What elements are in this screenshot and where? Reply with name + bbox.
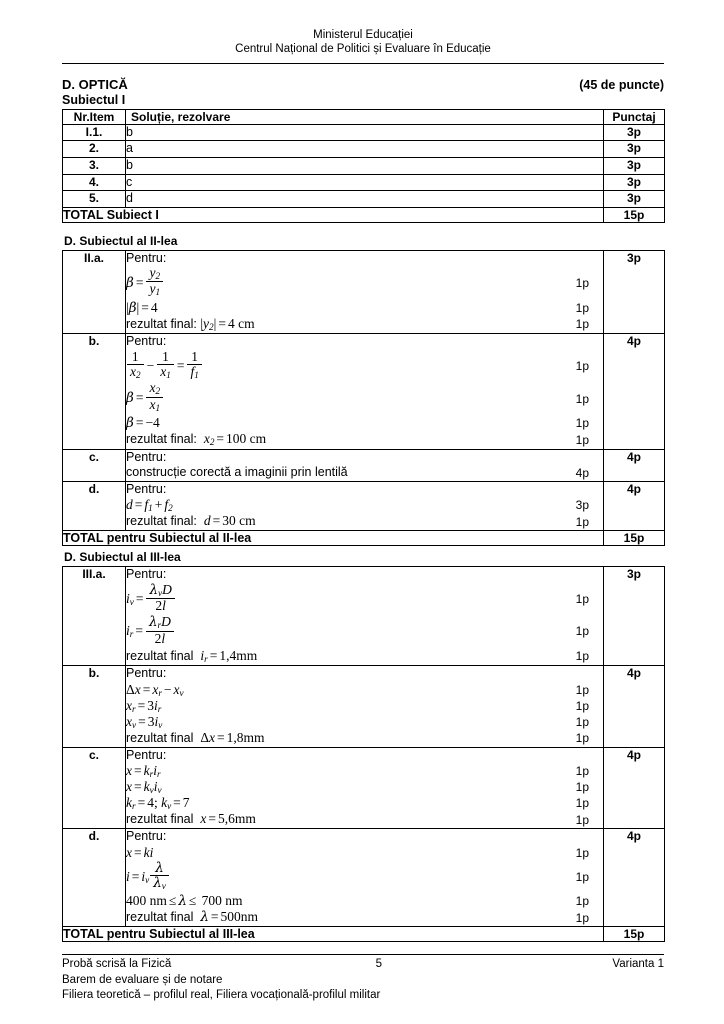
solution-expression: rezultat final Δx = 1,8mm (126, 729, 265, 745)
page-title: D. OPTICĂ (62, 76, 128, 92)
solution-expression: β = $\frac{x_2}{x_1}$ (126, 382, 566, 415)
solution-line (126, 682, 603, 698)
row-item: b. (63, 666, 126, 748)
row-item: I.1. (63, 124, 126, 141)
footer-barem-line: Barem de evaluare și de notare (62, 973, 223, 986)
solution-expression: $k_r = 4$; $k_v = 7$ (126, 795, 190, 812)
row-score: 3p (604, 158, 665, 175)
pentru-label: Pentru: (126, 449, 167, 464)
solution-expression: $i_v$ = $\frac{\lambda_vD}{2l}$ (126, 583, 566, 615)
solution-expression: rezultat final: d = 30 cm (126, 513, 256, 529)
line-points: 1p (575, 317, 589, 332)
solution-expression: β = $\frac{y_2}{y_1}$ (126, 267, 566, 300)
solution-expression: rezultat final: $|y_2| = 4$ cm (126, 315, 255, 332)
solution-expression: rezultat final λ = 500nm (126, 909, 259, 926)
line-points: 1p (575, 845, 589, 860)
solution-expression: $i_r$ = $\frac{\lambda_rD}{2l}$ (126, 615, 566, 647)
row-item: 2. (63, 141, 126, 158)
row-score: 4p (604, 666, 665, 748)
table-row (63, 158, 665, 175)
row-score: 3p (604, 250, 665, 333)
line-points: 1p (575, 514, 589, 529)
solution-expression: β = −4 (126, 415, 160, 432)
line-points: 1p (575, 796, 589, 811)
line-points: 1p (575, 432, 589, 447)
row-answer: b (126, 124, 604, 141)
table-row (63, 141, 665, 158)
subiect-2-table (62, 250, 665, 546)
line-points: 1p (575, 592, 589, 607)
solution-line (126, 698, 603, 714)
row-answer: b (126, 158, 604, 175)
line-points: 1p (575, 358, 589, 373)
line-points: 3p (575, 498, 589, 513)
row-answer: a (126, 141, 604, 158)
row-item: III.a. (63, 567, 126, 666)
table-row (63, 666, 665, 748)
footer-divider (62, 954, 664, 955)
row-score: 3p (604, 174, 665, 191)
total-score: 15p (604, 926, 665, 941)
line-points: 1p (575, 764, 589, 779)
subiect-2-total-row (63, 531, 665, 546)
subiect-3-heading: D. Subiectul al III-lea (64, 550, 181, 565)
total-label: TOTAL Subiect I (63, 207, 604, 222)
row-solution (126, 747, 604, 829)
row-item: c. (63, 449, 126, 481)
title-row (62, 77, 664, 92)
pentru-label: Pentru: (126, 334, 167, 349)
table-row (63, 567, 665, 666)
table-row (63, 124, 665, 141)
solution-expression: construcție corectă a imaginii prin lentilă (126, 465, 348, 480)
row-score: 4p (604, 449, 665, 481)
subiect-1-subtitle: Subiectul I (62, 92, 126, 107)
subiect-2-body (63, 250, 665, 530)
line-points: 1p (575, 624, 589, 639)
footer-filiera-line: Filiera teoretică – profilul real, Filiera vocațională-profilul militar (62, 989, 381, 1002)
row-item: b. (63, 334, 126, 450)
row-score: 3p (604, 124, 665, 141)
solution-line (126, 763, 603, 779)
row-item: c. (63, 747, 126, 829)
solution-expression: |β| = 4 (126, 299, 158, 316)
solution-line (126, 893, 603, 909)
pentru-label: Pentru: (126, 829, 167, 844)
total-score: 15p (604, 531, 665, 546)
solution-line (126, 350, 603, 382)
table-row (63, 250, 665, 333)
row-answer: c (126, 174, 604, 191)
row-score: 4p (604, 829, 665, 927)
total-score: 15p (604, 207, 665, 222)
row-item: II.a. (63, 250, 126, 333)
row-item: d. (63, 829, 126, 927)
solution-line (126, 415, 603, 431)
total-label: TOTAL pentru Subiectul al III-lea (63, 926, 604, 941)
row-item: 4. (63, 174, 126, 191)
col-header-score: Punctaj (604, 109, 665, 124)
subiect-3-total-row (63, 926, 665, 941)
line-points: 1p (575, 812, 589, 827)
solution-line (126, 583, 603, 615)
line-points: 1p (575, 714, 589, 729)
col-header-solution: Soluție, rezolvare (126, 109, 604, 124)
pentru-label: Pentru: (126, 567, 167, 582)
row-score: 4p (604, 747, 665, 829)
row-solution (126, 567, 604, 666)
solution-expression: $\Delta x = x_r - x_v$ (126, 681, 184, 698)
row-score: 3p (604, 567, 665, 666)
solution-expression: $x = k_ri_r$ (126, 763, 161, 780)
line-points: 1p (575, 698, 589, 713)
row-score: 3p (604, 141, 665, 158)
variant-label: Varianta 1 (612, 958, 664, 971)
row-answer: d (126, 191, 604, 208)
solution-line (126, 648, 603, 666)
table-row (63, 481, 665, 531)
solution-expression: 400 nm ≤ λ ≤ 700 nm (126, 893, 243, 910)
line-points: 1p (575, 649, 589, 664)
page-number: 5 (375, 958, 383, 971)
solution-line (126, 465, 603, 481)
line-points: 1p (575, 894, 589, 909)
solution-line (126, 382, 603, 415)
row-solution (126, 829, 604, 927)
row-solution (126, 481, 604, 531)
total-points-label: (45 de puncte) (579, 77, 664, 92)
table-row (63, 829, 665, 927)
line-points: 1p (575, 300, 589, 315)
subiect-3-body (63, 567, 665, 927)
solution-expression: x = ki (126, 844, 154, 860)
document-footer (62, 954, 664, 1004)
solution-line (126, 316, 603, 334)
solution-expression: $x_v = 3i_v$ (126, 713, 163, 730)
line-points: 4p (575, 466, 589, 480)
row-solution (126, 334, 604, 450)
table-row (63, 334, 665, 450)
subiect-1-total-row (63, 207, 665, 222)
line-points: 1p (575, 391, 589, 406)
row-solution (126, 449, 604, 481)
solution-line (126, 795, 603, 811)
line-points: 1p (575, 416, 589, 431)
line-points: 1p (575, 869, 589, 884)
solution-line (126, 615, 603, 647)
solution-line (126, 431, 603, 449)
table-row (63, 174, 665, 191)
row-solution (126, 666, 604, 748)
solution-expression: rezultat final x = 5,6mm (126, 811, 256, 827)
pentru-label: Pentru: (126, 666, 167, 681)
table-header-row (63, 109, 665, 124)
footer-top-row (62, 957, 664, 973)
table-row (63, 191, 665, 208)
solution-line (126, 264, 603, 300)
center-line: Centrul Național de Politici și Evaluare în Educație (235, 43, 491, 56)
row-item: d. (63, 481, 126, 531)
row-item: 5. (63, 191, 126, 208)
line-points: 1p (575, 276, 589, 291)
col-header-item: Nr.Item (63, 109, 126, 124)
row-item: 3. (63, 158, 126, 175)
pentru-label: Pentru: (126, 747, 167, 762)
line-points: 1p (575, 910, 589, 925)
solution-expression: $i = i_v$ $\frac{\lambda}{\lambda_v}$ (126, 861, 566, 893)
row-score: 4p (604, 334, 665, 450)
solution-expression: $x = k_vi_v$ (126, 779, 162, 796)
solution-line (126, 730, 603, 747)
pentru-label: Pentru: (126, 250, 167, 265)
solution-line (126, 861, 603, 893)
solution-line (126, 714, 603, 730)
solution-expression: rezultat final: $x_2 = 100$ cm (126, 431, 267, 448)
solution-line (126, 845, 603, 861)
solution-expression: $d = f_1 + f_2$ (126, 497, 173, 514)
subiect-1-body (63, 124, 665, 207)
solution-line (126, 513, 603, 530)
solution-line (126, 300, 603, 316)
line-points: 1p (575, 731, 589, 746)
header-divider (62, 63, 664, 64)
total-label: TOTAL pentru Subiectul al II-lea (63, 531, 604, 546)
solution-expression: $\frac{1}{x_2}$ − $\frac{1}{x_1}$ = $\frac{1}{f_1}$ (126, 350, 566, 382)
line-points: 1p (575, 780, 589, 795)
subiect-1-table (62, 109, 665, 223)
solution-line (126, 909, 603, 926)
table-row (63, 449, 665, 481)
solution-line (126, 497, 603, 513)
row-score: 3p (604, 191, 665, 208)
solution-expression: rezultat final $i_r = 1,4mm$ (126, 647, 258, 664)
solution-line (126, 779, 603, 795)
footer-exam-label: Probă scrisă la Fizică (62, 958, 172, 971)
row-score: 4p (604, 481, 665, 531)
line-points: 1p (575, 682, 589, 697)
document-header (62, 28, 664, 57)
solution-line (126, 811, 603, 828)
ministry-line: Ministerul Educației (313, 29, 413, 41)
table-row (63, 747, 665, 829)
row-solution (126, 250, 604, 333)
solution-expression: $x_r = 3i_r$ (126, 697, 162, 714)
subiect-2-heading: D. Subiectul al II-lea (64, 233, 178, 248)
subiect-3-table (62, 566, 665, 942)
pentru-label: Pentru: (126, 481, 167, 496)
